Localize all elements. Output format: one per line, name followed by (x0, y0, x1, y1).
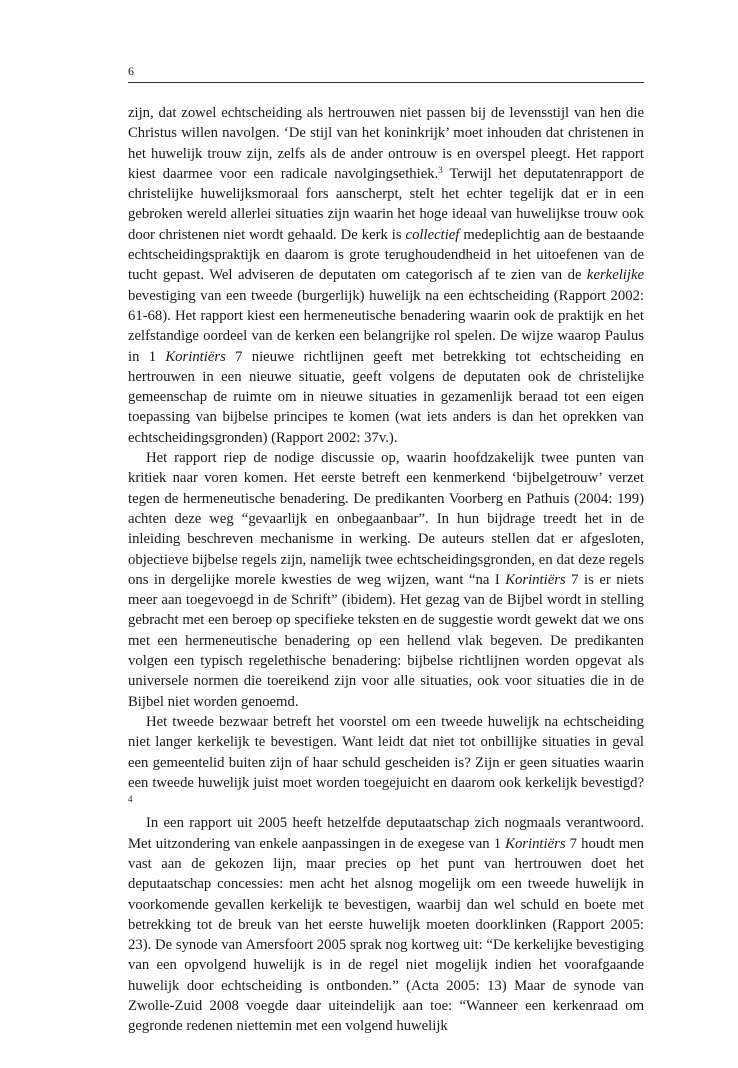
paragraph (128, 813, 644, 1036)
body-text (128, 103, 644, 1037)
italic-text: Korintiërs (505, 571, 566, 588)
paragraph-text: In een rapport uit 2005 heeft hetzelfde deputaatschap zich nogmaals verantwoord. Met uitzondering van enkele aanpassingen in de exegese van 1 (128, 815, 644, 852)
paragraph-text: zijn, dat zowel echtscheiding als hertrouwen niet passen bij de levensstijl van hen die Christus willen navolgen. ‘De stijl van het koninkrijk’ moet inhouden dat christenen in het huwelijk trouw zijn, zelfs als de ander ontrouw is en overspel pleegt. Het rapport kiest daarmee voor een radicale navolgingsethiek. (128, 105, 644, 182)
paragraph (128, 712, 644, 813)
paragraph-text: 7 nieuwe richtlijnen geeft met betrekking tot echtscheiding en hertrouwen in een nieuwe situatie, geeft volgens de deputaten ook de christelijke gemeenschap de ruimte om in nieuwe situaties in gezamenlijk beraad tot een eigen toepassing van bijbelse principes te komen (wat iets anders is dan het oprekken van echtscheidingsgronden) (Rapport 2002: 37v.). (128, 348, 644, 446)
italic-text: Korintiërs (505, 835, 566, 852)
italic-text: kerkelijke (586, 267, 644, 284)
page-number: 6 (128, 64, 134, 78)
paragraph-text: medeplichtig aan de bestaande echtscheidingspraktijk en daarom is grote terughoudendheid in het uitoefenen van de tucht gepast. Wel adviseren de deputaten om categorisch af te zien van de (128, 226, 645, 284)
footnote-ref: 4 (128, 794, 133, 805)
paragraph-text: Het rapport riep de nodige discussie op, waarin hoofdzakelijk twee punten van kritiek naar voren komen. Het eerste betreft een kenmerkend ‘bijbelgetrouw’ verzet tegen de hermeneutische benadering. De predikanten Voorberg en Pathuis (2004: 199) achten deze weg “gevaarlijk en onbegaanbaar”. In hun bijdrage treedt het in de inleiding beschreven mechanisme in werking. De auteurs stellen dat er afgesloten, objectieve bijbelse regels zijn, namelijk twee echtscheidingsgronden, en dat deze regels ons in dergelijke morele kwesties de weg wijzen, want “na I (128, 450, 644, 588)
paragraph-text: Het tweede bezwaar betreft het voorstel om een tweede huwelijk na echtscheiding niet langer kerkelijk te bevestigen. Want leidt dat niet tot onbillijke situaties in geval een gemeentelid buiten zijn of haar schuld gescheiden is? Zijn er geen situaties waarin een tweede huwelijk juist moet worden toegejuicht en daarom ook kerkelijk bevestigd? (128, 713, 644, 791)
italic-text: collectief (405, 226, 460, 243)
paragraph (128, 448, 644, 712)
paragraph (128, 103, 644, 448)
italic-text: Korintiërs (165, 348, 226, 365)
paragraph-text: 7 is er niets meer aan toegevoegd in de Schrift” (ibidem). Het gezag van de Bijbel wordt in stelling gebracht met een beroep op specifieke teksten en de suggestie wordt gewekt dat we ons met een hermeneutische benadering op een hellend vlak begeven. De predikanten volgen een typisch regelethische benadering: bijbelse richtlijnen worden opgevat als universele normen die toereikend zijn voor alle situaties, ook voor situaties die in de Bijbel niet worden genoemd. (128, 571, 644, 710)
running-header (128, 60, 644, 83)
paragraph-text: bevestiging van een tweede (burgerlijk) huwelijk na een echtscheiding (Rapport 2002: 61-68). Het rapport kiest een hermeneutische benadering waarin ook de praktijk en het zelfstandige oordeel van de kerken een belangrijke rol spelen. De wijze waarop Paulus in 1 (128, 287, 644, 365)
paragraph-text: Terwijl het deputatenrapport de christelijke huwelijksmoraal fors aanscherpt, stelt het echter tegelijk dat er in een gebroken wereld allerlei situaties zijn waarin het hoge ideaal van huwelijkse trouw ook door christenen niet wordt gehaald. De kerk is (128, 165, 644, 243)
paragraph-text: 7 houdt men vast aan de gekozen lijn, maar precies op het punt van hertrouwen doet het deputaatschap concessies: men acht het alsnog mogelijk om een tweede huwelijk in voorkomende gevallen kerkelijk te bevestigen, waarbij dan wel schuld en boete met betrekking tot de breuk van het eerste huwelijk moeten doorklinken (Rapport 2005: 23). De synode van Amersfoort 2005 sprak nog kortweg uit: “De kerkelijke bevestiging van een opvolgend huwelijk is in de regel niet mogelijk indien het voorafgaande huwelijk door echtscheiding is ontbonden.” (Acta 2005: 13) Maar de synode van Zwolle-Zuid 2008 voegde daar uiteindelijk aan toe: “Wanneer een kerkenraad om gegronde redenen niettemin met een volgend huwelijk (128, 835, 644, 1035)
footnote-ref: 3 (438, 164, 443, 175)
